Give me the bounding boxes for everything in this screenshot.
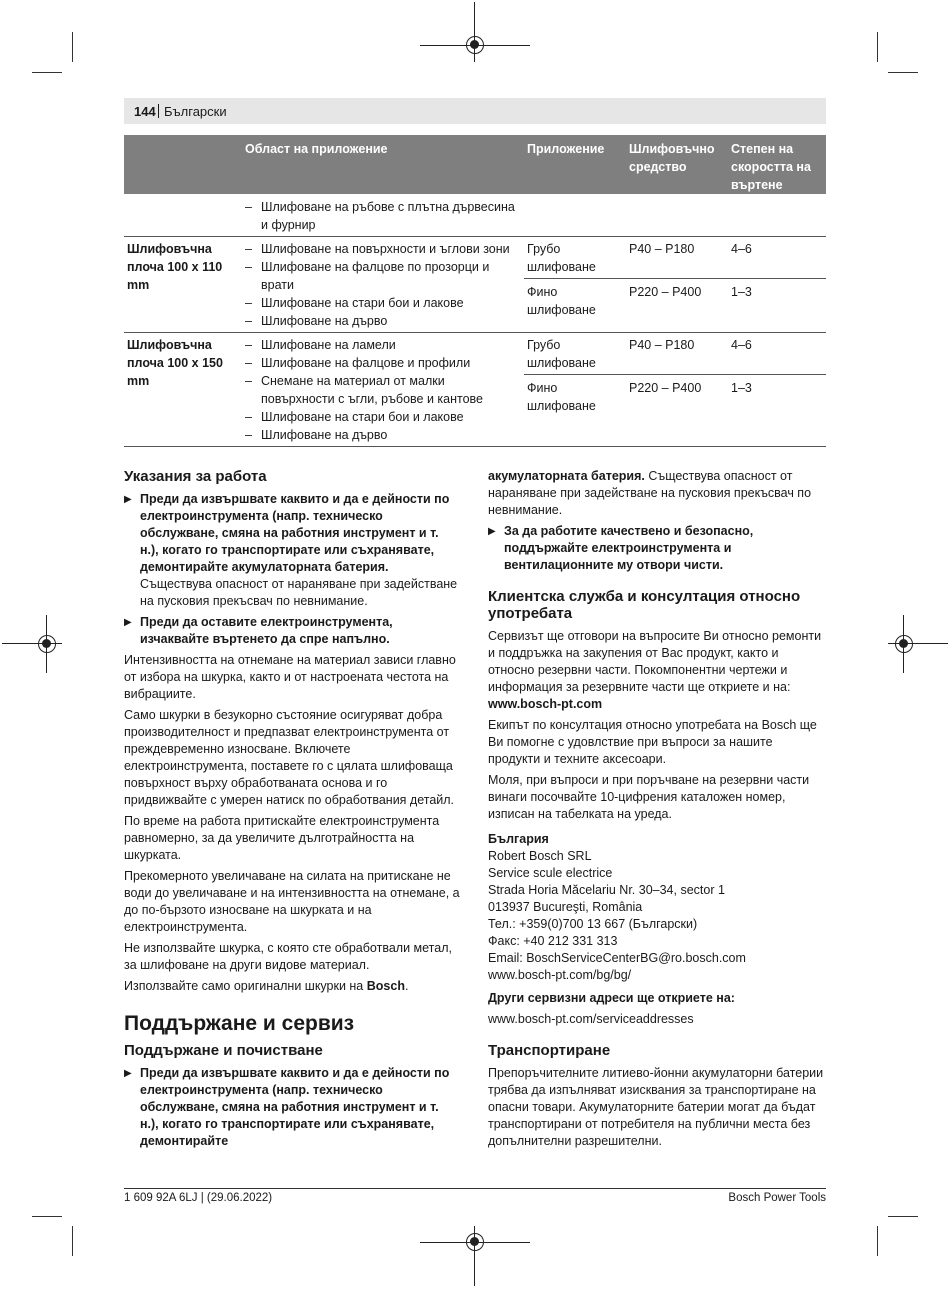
address-line: Robert Bosch SRL — [488, 849, 592, 863]
bullet-text: Съществува опасност от нараняване при задействане на пусковия прекъсвач по невнимание. — [488, 469, 812, 517]
safety-bullet — [124, 614, 460, 648]
section-heading: Указания за работа — [124, 468, 267, 485]
table-cell — [242, 194, 524, 237]
section-heading: Транспортиране — [488, 1042, 611, 1059]
address-line: 013937 Bucureşti, România — [488, 900, 643, 914]
table-cell — [124, 194, 242, 237]
application-cell: Грубо шлифоване — [527, 242, 596, 274]
crop-mark — [32, 72, 62, 73]
table-header: Област на приложение — [242, 135, 524, 194]
speed-cell: 1–3 — [728, 375, 826, 447]
right-column — [488, 468, 826, 1154]
speed-cell: 4–6 — [731, 242, 752, 256]
text: . — [404, 979, 409, 993]
crop-mark — [877, 32, 878, 62]
section-heading: Клиентска служба и консултация относно употребата — [488, 588, 801, 622]
grit-cell: P40 – P180 — [629, 242, 695, 256]
bullet-bold-text: За да работите качествено и безопасно, поддържайте електроинструмента и вентилационните му отвори чисти. — [504, 524, 754, 572]
table-cell — [524, 194, 626, 237]
header-separator — [158, 104, 159, 118]
table-cell — [728, 194, 826, 237]
left-column — [124, 468, 460, 1154]
grit-cell: P220 – P400 — [626, 279, 728, 333]
bullet-bold-text: Преди да извършвате каквито и да е дейности по електроинструмента (напр. техническо обслужване, смяна на работния инструмент и т. н.), когато го транспортирате или съхранявате, демонтирайте акумулаторната батерия. — [140, 492, 450, 574]
speed-cell: 4–6 — [731, 338, 752, 352]
list-item: – Шлифоване на стари бои и лакове — [245, 294, 521, 312]
table-header — [124, 135, 242, 194]
footer-document-id: 1 609 92A 6LJ | (29.06.2022) — [124, 1192, 273, 1204]
safety-bullet — [488, 523, 826, 574]
table-row — [124, 237, 826, 279]
list-item: – Шлифоване на фалцове по прозорци и врати — [245, 258, 521, 294]
list-item: – Шлифоване на дърво — [245, 312, 521, 330]
table-header-row — [124, 135, 826, 194]
address-line: Тел.: +359(0)700 13 667 (Български) — [488, 917, 698, 931]
list-item: – Шлифоване на повърхности и ъглови зони — [245, 240, 521, 258]
list-item: – Шлифоване на фалцове и профили — [245, 354, 521, 372]
application-cell: Фино шлифоване — [524, 375, 626, 447]
application-table — [124, 135, 826, 447]
grit-cell: P220 – P400 — [626, 375, 728, 447]
website-link[interactable]: www.bosch-pt.com/serviceaddresses — [488, 1012, 694, 1026]
page-language: Български — [164, 104, 227, 119]
crop-mark — [72, 32, 73, 62]
brand-text: Bosch — [366, 979, 405, 993]
paragraph: По време на работа притискайте електроинструмента равномерно, за да увеличите дълготрайността на шкурката. — [124, 814, 440, 862]
section-heading: Поддържане и почистване — [124, 1042, 323, 1059]
bullet-text: Съществува опасност от нараняване при задействане на пусковия прекъсвач по невнимание. — [140, 577, 458, 608]
website-link[interactable]: www.bosch-pt.com — [488, 697, 603, 711]
bullet-bold-text: Преди да оставите електроинструмента, изчаквайте въртенето да спре напълно. — [140, 615, 393, 646]
list-item: – Снемане на материал от малки повърхности с ъгли, ръбове и кантове — [245, 372, 521, 408]
speed-cell: 1–3 — [728, 279, 826, 333]
paragraph: Екипът по консултация относно употребата на Bosch ще Ви помогне с удовлствие при въпроси за нашите продукти и техните аксесоари. — [488, 718, 817, 766]
bullet-bold-text: акумулаторната батерия. — [488, 469, 645, 483]
paragraph: Моля, при въпроси и при поръчване на резервни части винаги посочвайте 10-цифрения каталожен номер, изписан на табелката на уреда. — [488, 773, 810, 821]
address-line: Email: BoschServiceCenterBG@ro.bosch.com — [488, 951, 746, 965]
table-row — [124, 194, 826, 237]
bullet-bold-text: Преди да извършвате каквито и да е дейности по електроинструмента (напр. техническо обслужване, смяна на работния инструмент и т. н.), когато го транспортирате или съхранявате, демонтирайте — [140, 1066, 450, 1148]
paragraph: Препоръчителните литиево-йонни акумулаторни батерии трябва да изпълняват изисквания за транспортиране на опасни товари. Акумулаторните батерии могат да бъдат транспортирани от потребителя на публични места без допълнителни разрешителни. — [488, 1066, 824, 1148]
crop-mark — [32, 1216, 62, 1217]
paragraph: Сервизът ще отговори на въпросите Ви относно ремонти и поддръжка на закупения от Вас продукт, както и относно резервни части. Покомпонентни чертежи и информация за резервните части ще откриете и на: — [488, 629, 822, 694]
safety-bullet — [124, 491, 460, 610]
chapter-heading: Поддържане и сервиз — [124, 1012, 355, 1035]
address-line: Strada Horia Măcelariu Nr. 30–34, sector 1 — [488, 883, 725, 897]
registration-mark-icon — [895, 635, 913, 653]
list-item: – Шлифоване на стари бои и лакове — [245, 408, 521, 426]
table-header: Степен на скоростта на въртене — [728, 135, 826, 194]
paragraph: Прекомерното увеличаване на силата на притискане не води до увеличаване и на интензивността на отнемане, а до по-бързото износване на шкурката и на електроинструмента. — [124, 869, 460, 934]
application-cell: Грубо шлифоване — [527, 338, 596, 370]
application-cell: Фино шлифоване — [524, 279, 626, 333]
country-heading: България — [488, 832, 549, 846]
registration-mark-icon — [466, 1233, 484, 1251]
tool-name: Шлифовъчна плоча 100 x 110 mm — [127, 242, 223, 292]
table-cell — [242, 333, 524, 447]
page-header — [124, 98, 826, 124]
paragraph: Интензивността на отнемане на материал зависи главно от избора на шкурка, както и от настроената честота на вибрациите. — [124, 653, 456, 701]
table-row — [124, 333, 826, 375]
page-number: 144 — [134, 104, 156, 119]
footer-divider — [124, 1188, 826, 1189]
list-item: – Шлифоване на дърво — [245, 426, 521, 444]
list-item: – Шлифоване на ламели — [245, 336, 521, 354]
footer-brand: Bosch Power Tools — [728, 1192, 826, 1204]
paragraph — [488, 468, 826, 519]
text: Използвайте само оригинални шкурки на — [124, 979, 367, 993]
table-header: Шлифовъчно средство — [626, 135, 728, 194]
service-address — [488, 848, 826, 984]
address-line: Факс: +40 212 331 313 — [488, 934, 618, 948]
crop-mark — [888, 72, 918, 73]
table-cell — [242, 237, 524, 333]
paragraph: Не използвайте шкурка, с която сте обработвали метал, за шлифоване на други видове материал. — [124, 941, 452, 972]
table-header: Приложение — [524, 135, 626, 194]
registration-mark-icon — [466, 36, 484, 54]
address-line: www.bosch-pt.com/bg/bg/ — [488, 968, 632, 982]
crop-mark — [877, 1226, 878, 1256]
crop-mark — [888, 1216, 918, 1217]
table-cell — [626, 194, 728, 237]
other-addresses-heading: Други сервизни адреси ще откриете на: — [488, 991, 735, 1005]
paragraph — [124, 978, 460, 995]
address-line: Service scule electrice — [488, 866, 613, 880]
registration-mark-icon — [38, 635, 56, 653]
crop-mark — [72, 1226, 73, 1256]
list-item: – Шлифоване на ръбове с плътна дървесина и фурнир — [245, 198, 521, 234]
tool-name: Шлифовъчна плоча 100 x 150 mm — [124, 333, 242, 447]
paragraph: Само шкурки в безукорно състояние осигуряват добра производителност и предпазват електроинструмента от преждевременно износване. Включете електроинструмента, поставете го с цялата шлифоваща повърхност върху обработваната основа и го придвижвайте с умерен натиск по обработвания детайл. — [124, 708, 455, 807]
safety-bullet — [124, 1065, 460, 1150]
grit-cell: P40 – P180 — [629, 338, 695, 352]
